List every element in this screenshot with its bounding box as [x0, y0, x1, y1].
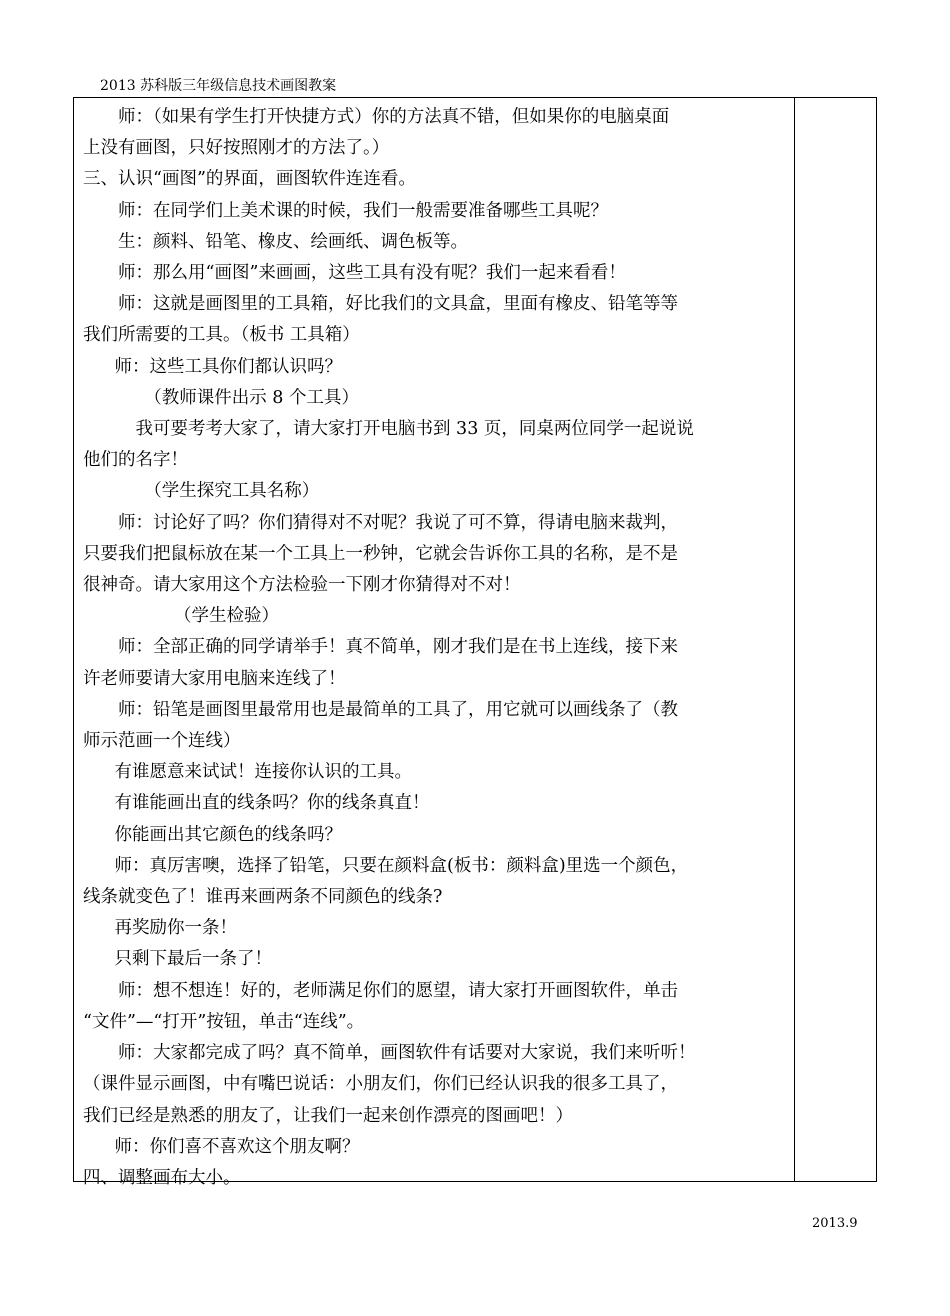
- content-line: 师：铅笔是画图里最常用也是最简单的工具了，用它就可以画线条了（教: [118, 699, 678, 720]
- content-line: 师：全部正确的同学请举手！真不简单，刚才我们是在书上连线，接下来: [118, 637, 678, 658]
- content-line: 我们已经是熟悉的朋友了，让我们一起来创作漂亮的图画吧！）: [83, 1105, 573, 1126]
- page-header: 2013 苏科版三年级信息技术画图教案: [100, 78, 337, 94]
- content-line: 有谁能画出直的线条吗？你的线条真直！: [114, 793, 430, 814]
- content-line: 师：真厉害噢，选择了铅笔，只要在颜料盒(板书：颜料盒)里选一个颜色，: [114, 855, 689, 876]
- content-line: 师：在同学们上美术课的时候，我们一般需要准备哪些工具呢？: [118, 200, 608, 221]
- page-footer-date: 2013.9: [812, 1216, 858, 1231]
- content-line: 上没有画图，只好按照刚才的方法了。）: [83, 138, 390, 159]
- content-line: “文件”—“打开”按钮，单击“连线”。: [83, 1011, 365, 1032]
- content-line: （学生检验）: [174, 606, 279, 627]
- content-line: 师：讨论好了吗？你们猜得对不对呢？我说了可不算，得请电脑来裁判，: [118, 512, 678, 533]
- content-line: 三、认识“画图”的界面，画图软件连连看。: [83, 169, 416, 190]
- lesson-table: [73, 97, 877, 1188]
- content-line: 我可要考考大家了，请大家打开电脑书到 33 页，同桌两位同学一起说说: [135, 419, 694, 440]
- content-line: 线条就变色了！谁再来画两条不同颜色的线条?: [83, 887, 443, 908]
- content-line: 师：那么用“画图”来画画，这些工具有没有呢？我们一起来看看！: [118, 263, 626, 284]
- content-line: （教师课件出示 8 个工具）: [144, 387, 360, 408]
- content-line: 我们所需要的工具。（板书 工具箱）: [83, 325, 360, 346]
- content-line: 生：颜料、铅笔、橡皮、绘画纸、调色板等。: [118, 231, 468, 252]
- content-line: 师：（如果有学生打开快捷方式）你的方法真不错，但如果你的电脑桌面: [118, 107, 670, 127]
- content-line: 师：这就是画图里的工具箱，好比我们的文具盒，里面有橡皮、铅笔等等: [118, 294, 678, 315]
- content-line: （课件显示画图，中有嘴巴说话：小朋友们，你们已经认识我的很多工具了，: [83, 1074, 678, 1095]
- content-line: 师：大家都完成了吗？真不简单，画图软件有话要对大家说，我们来听听！: [118, 1043, 696, 1064]
- content-line: 许老师要请大家用电脑来连线了！: [83, 668, 346, 689]
- content-line: 师示范画一个连线）: [83, 731, 241, 752]
- content-line: （学生探究工具名称）: [144, 481, 320, 502]
- content-line: 师：这些工具你们都认识吗？: [114, 356, 342, 377]
- content-line: 师：想不想连！好的，老师满足你们的愿望，请大家打开画图软件，单击: [118, 980, 678, 1001]
- lesson-content-cell: [83, 102, 789, 1194]
- content-line: 有谁愿意来试试！连接你认识的工具。: [114, 762, 412, 783]
- content-line: 很神奇。请大家用这个方法检验一下刚才你猜得对不对！: [83, 575, 521, 596]
- content-line: 四、调整画布大小。: [83, 1167, 241, 1188]
- content-line: 再奖励你一条！: [114, 918, 237, 939]
- content-line: 师：你们喜不喜欢这个朋友啊？: [114, 1136, 360, 1157]
- notes-column-cell: [795, 98, 876, 1181]
- content-line: 你能画出其它颜色的线条吗？: [114, 824, 342, 845]
- content-line: 只要我们把鼠标放在某一个工具上一秒钟，它就会告诉你工具的名称，是不是: [83, 543, 678, 564]
- content-line: 只剩下最后一条了！: [114, 949, 272, 970]
- content-line: 他们的名字！: [83, 450, 188, 471]
